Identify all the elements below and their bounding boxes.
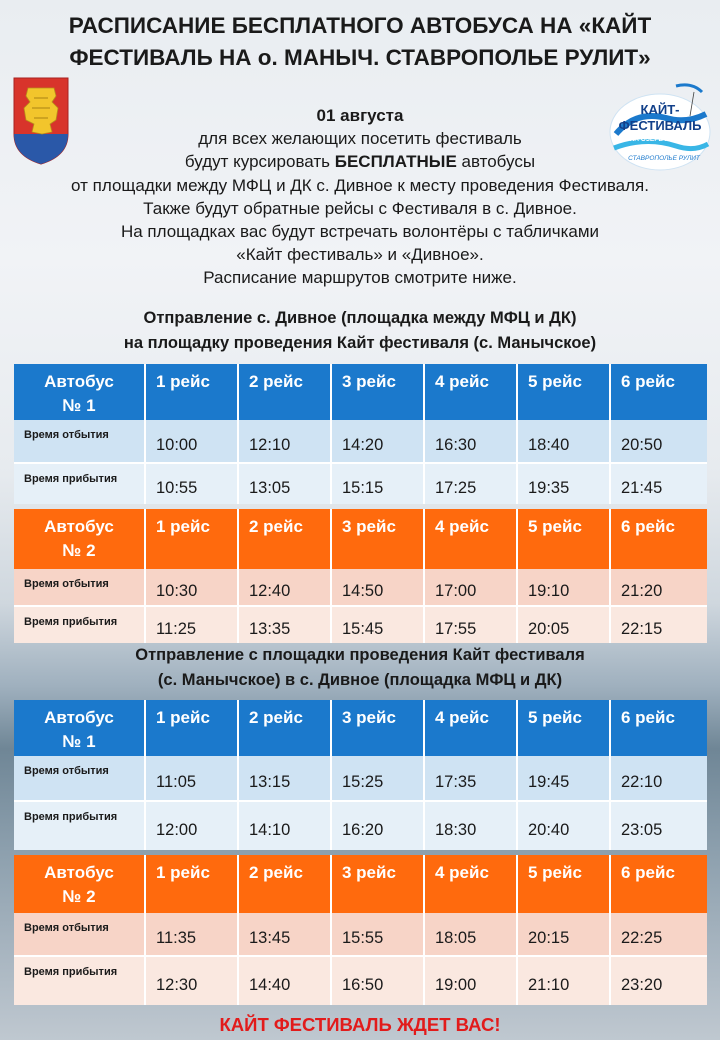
- title-line-1: РАСПИСАНИЕ БЕСПЛАТНОГО АВТОБУСА НА «КАЙТ: [68, 13, 652, 38]
- trip-header: 1 рейс: [146, 509, 239, 569]
- intro-text: [0, 104, 720, 290]
- departure-time-cell: 11:35: [146, 913, 239, 957]
- departure-time-cell: 20:15: [518, 913, 611, 957]
- departure-time-cell: 21:20: [611, 569, 707, 607]
- trip-header: 2 рейс: [239, 364, 332, 420]
- departure-time-cell: 12:10: [239, 420, 332, 464]
- intro-line-1: для всех желающих посетить фестиваль: [198, 129, 522, 149]
- bus-number-header: Автобус № 1: [14, 700, 146, 756]
- arrival-time-label: Время прибытия: [14, 464, 146, 504]
- table-row: [14, 464, 707, 504]
- trip-header: 6 рейс: [611, 509, 707, 569]
- arrival-time-cell: 16:20: [332, 802, 425, 850]
- trip-header: 2 рейс: [239, 509, 332, 569]
- arrival-time-cell: 12:00: [146, 802, 239, 850]
- departure-time-cell: 11:05: [146, 756, 239, 802]
- departure-time-label: Время отбытия: [14, 569, 146, 607]
- trip-header: 4 рейс: [425, 700, 518, 756]
- departure-time-cell: 22:25: [611, 913, 707, 957]
- schedule-table: [14, 509, 707, 643]
- arrival-time-cell: 16:50: [332, 957, 425, 1005]
- departure-time-cell: 14:50: [332, 569, 425, 607]
- arrival-time-label: Время прибытия: [14, 802, 146, 850]
- trip-header: 4 рейс: [425, 855, 518, 913]
- arrival-time-cell: 13:35: [239, 607, 332, 643]
- trip-header: 5 рейс: [518, 509, 611, 569]
- trip-header: 1 рейс: [146, 700, 239, 756]
- arrival-time-cell: 17:25: [425, 464, 518, 504]
- trip-header: 3 рейс: [332, 700, 425, 756]
- departure-time-cell: 16:30: [425, 420, 518, 464]
- departure-time-cell: 15:25: [332, 756, 425, 802]
- table-row: [14, 420, 707, 464]
- departure-time-label: Время отбытия: [14, 420, 146, 464]
- schedule-table: [14, 364, 707, 504]
- table-row: [14, 569, 707, 607]
- trip-header: 5 рейс: [518, 364, 611, 420]
- arrival-time-cell: 19:00: [425, 957, 518, 1005]
- schedule-table: [14, 855, 707, 1005]
- table-row: [14, 913, 707, 957]
- arrival-time-cell: 20:05: [518, 607, 611, 643]
- table-row: [14, 756, 707, 802]
- trip-header: 1 рейс: [146, 855, 239, 913]
- trip-header: 4 рейс: [425, 364, 518, 420]
- arrival-time-cell: 15:45: [332, 607, 425, 643]
- intro-line-7: Расписание маршрутов смотрите ниже.: [203, 268, 517, 288]
- table-row: [14, 802, 707, 850]
- arrival-time-cell: 11:25: [146, 607, 239, 643]
- arrival-time-cell: 14:10: [239, 802, 332, 850]
- intro-date: 01 августа: [316, 106, 404, 125]
- departure-time-cell: 20:50: [611, 420, 707, 464]
- departure-time-cell: 17:35: [425, 756, 518, 802]
- trip-header: 6 рейс: [611, 855, 707, 913]
- departure-time-cell: 19:10: [518, 569, 611, 607]
- bus-number-header: Автобус № 1: [14, 364, 146, 420]
- departure-time-cell: 13:45: [239, 913, 332, 957]
- trip-header: 1 рейс: [146, 364, 239, 420]
- arrival-time-cell: 12:30: [146, 957, 239, 1005]
- departure-time-cell: 17:00: [425, 569, 518, 607]
- departure-time-cell: 18:05: [425, 913, 518, 957]
- arrival-time-cell: 14:40: [239, 957, 332, 1005]
- intro-line-4: Также будут обратные рейсы с Фестиваля в с. Дивное.: [143, 198, 577, 218]
- intro-line-6: «Кайт фестиваль» и «Дивное».: [236, 245, 484, 265]
- footer-slogan: КАЙТ ФЕСТИВАЛЬ ЖДЕТ ВАС!: [219, 1014, 501, 1035]
- arrival-time-cell: 20:40: [518, 802, 611, 850]
- departure-time-cell: 15:55: [332, 913, 425, 957]
- intro-line-3: от площадки между МФЦ и ДК с. Дивное к месту проведения Фестиваля.: [71, 175, 649, 195]
- departure-time-cell: 10:00: [146, 420, 239, 464]
- route-heading-return: Отправление с площадки проведения Кайт фестиваля (с. Манычское) в с. Дивное (площадка МФЦ и ДК): [135, 646, 585, 689]
- trip-header: 6 рейс: [611, 364, 707, 420]
- arrival-time-label: Время прибытия: [14, 957, 146, 1005]
- arrival-time-cell: 19:35: [518, 464, 611, 504]
- schedule-table: [14, 700, 707, 850]
- bus-number-header: Автобус № 2: [14, 855, 146, 913]
- arrival-time-cell: 15:15: [332, 464, 425, 504]
- table-row: [14, 607, 707, 643]
- departure-time-cell: 18:40: [518, 420, 611, 464]
- arrival-time-cell: 13:05: [239, 464, 332, 504]
- logo-line-2: ФЕСТИВАЛЬ: [618, 118, 702, 133]
- arrival-time-cell: 21:10: [518, 957, 611, 1005]
- arrival-time-cell: 10:55: [146, 464, 239, 504]
- arrival-time-cell: 23:20: [611, 957, 707, 1005]
- page-title: [0, 10, 720, 74]
- trip-header: 6 рейс: [611, 700, 707, 756]
- arrival-time-label: Время прибытия: [14, 607, 146, 643]
- arrival-time-cell: 18:30: [425, 802, 518, 850]
- arrival-time-cell: 22:15: [611, 607, 707, 643]
- arrival-time-cell: 21:45: [611, 464, 707, 504]
- title-line-2: ФЕСТИВАЛЬ НА о. МАНЫЧ. СТАВРОПОЛЬЕ РУЛИТ»: [69, 45, 651, 70]
- arrival-time-cell: 23:05: [611, 802, 707, 850]
- route-heading-outbound: Отправление с. Дивное (площадка между МФЦ и ДК) на площадку проведения Кайт фестиваля (с. Манычское): [123, 309, 597, 352]
- intro-line-2: будут курсировать БЕСПЛАТНЫЕ автобусы: [184, 152, 536, 172]
- trip-header: 3 рейс: [332, 364, 425, 420]
- logo-line-4: СТАВРОПОЛЬЕ РУЛИТ: [628, 155, 700, 162]
- trip-header: 2 рейс: [239, 855, 332, 913]
- trip-header: 5 рейс: [518, 700, 611, 756]
- logo-line-1: КАЙТ-: [640, 102, 680, 117]
- intro-line-5: На площадках вас будут встречать волонтёры с табличками: [120, 222, 600, 242]
- trip-header: 5 рейс: [518, 855, 611, 913]
- arrival-time-cell: 17:55: [425, 607, 518, 643]
- trip-header: 3 рейс: [332, 509, 425, 569]
- departure-time-cell: 13:15: [239, 756, 332, 802]
- departure-time-label: Время отбытия: [14, 913, 146, 957]
- departure-time-label: Время отбытия: [14, 756, 146, 802]
- table-row: [14, 957, 707, 1005]
- trip-header: 4 рейс: [425, 509, 518, 569]
- departure-time-cell: 12:40: [239, 569, 332, 607]
- departure-time-cell: 22:10: [611, 756, 707, 802]
- trip-header: 2 рейс: [239, 700, 332, 756]
- logo-line-3: НА ОЗЕРЕ МАНЫЧ: [629, 136, 691, 143]
- trip-header: 3 рейс: [332, 855, 425, 913]
- departure-time-cell: 14:20: [332, 420, 425, 464]
- departure-time-cell: 10:30: [146, 569, 239, 607]
- departure-time-cell: 19:45: [518, 756, 611, 802]
- bus-number-header: Автобус № 2: [14, 509, 146, 569]
